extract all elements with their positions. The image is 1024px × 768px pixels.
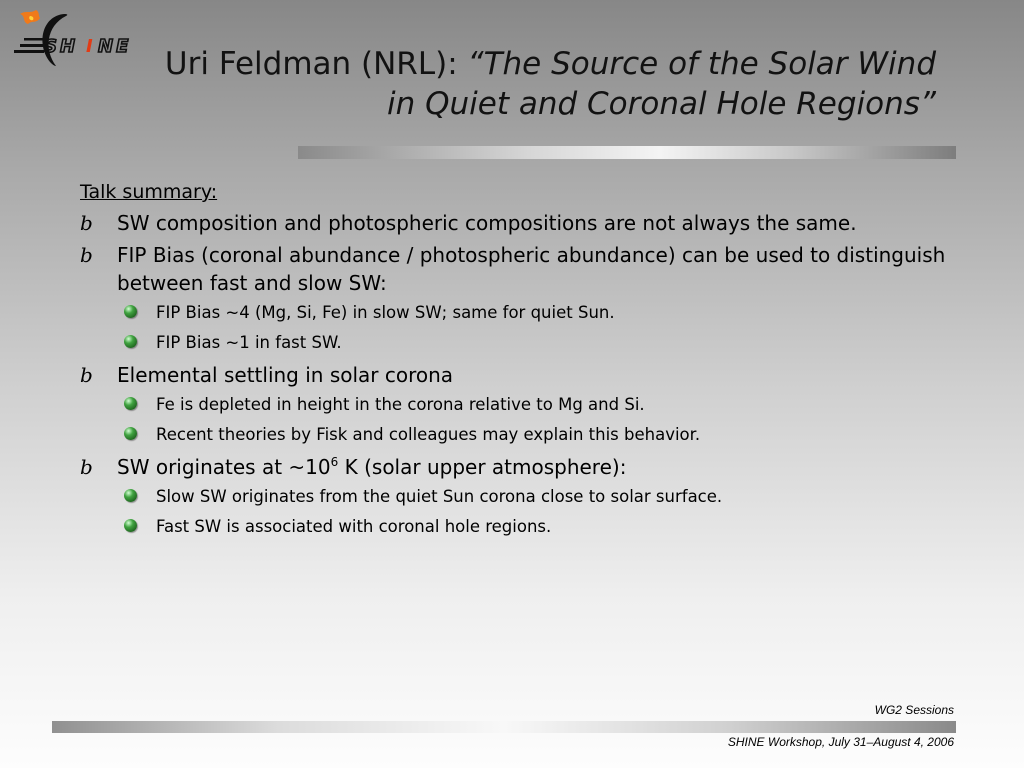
sub-bullet-text: Slow SW originates from the quiet Sun corona close to solar surface. — [156, 487, 723, 506]
title-divider — [298, 146, 956, 159]
bullet-item — [80, 361, 960, 389]
sub-bullet-item — [80, 485, 960, 508]
green-ball-icon — [124, 305, 137, 318]
sub-bullet-text: Fe is depleted in height in the corona relative to Mg and Si. — [156, 395, 645, 414]
sub-bullet-item — [80, 331, 960, 354]
sub-bullet-item — [80, 393, 960, 416]
bullet-text: Elemental settling in solar corona — [117, 363, 454, 387]
green-ball-icon — [124, 397, 137, 410]
svg-text:SH: SH — [44, 36, 79, 57]
green-ball-icon — [124, 335, 137, 348]
svg-text:I: I — [86, 36, 94, 57]
sub-bullet-item — [80, 301, 960, 324]
footer-session: WG2 Sessions — [874, 703, 954, 717]
svg-text:NE: NE — [98, 36, 132, 57]
bullet-marker-icon: b — [80, 211, 93, 235]
bullet-marker-icon: b — [80, 363, 93, 387]
green-ball-icon — [124, 427, 137, 440]
bullet-text: SW composition and photospheric compositions are not always the same. — [117, 211, 857, 235]
sub-bullet-text: FIP Bias ~1 in fast SW. — [156, 333, 342, 352]
slide-title — [150, 44, 936, 124]
sub-bullet-text: FIP Bias ~4 (Mg, Si, Fe) in slow SW; same for quiet Sun. — [156, 303, 615, 322]
sub-bullet-list — [80, 301, 960, 354]
bullet-item — [80, 209, 960, 237]
sub-bullet-item — [80, 423, 960, 446]
sub-bullet-list — [80, 485, 960, 538]
sub-bullet-text: Recent theories by Fisk and colleagues may explain this behavior. — [156, 425, 701, 444]
green-ball-icon — [124, 489, 137, 502]
bullet-marker-icon: b — [80, 455, 93, 479]
sub-bullet-list — [80, 393, 960, 446]
title-prefix: Uri Feldman (NRL): — [164, 46, 468, 82]
footer-workshop: SHINE Workshop, July 31–August 4, 2006 — [727, 735, 954, 749]
slide-body — [80, 178, 960, 545]
bullet-marker-icon: b — [80, 243, 93, 267]
bullet-text: FIP Bias (coronal abundance / photospheric abundance) can be used to distinguish between fast and slow SW: — [117, 243, 946, 295]
bullet-text-before: SW originates at ~10 — [117, 455, 331, 479]
summary-label: Talk summary: — [80, 181, 218, 203]
bullet-exponent: 6 — [330, 455, 339, 469]
bullet-item — [80, 241, 960, 297]
sub-bullet-item — [80, 515, 960, 538]
sub-bullet-text: Fast SW is associated with coronal hole regions. — [156, 517, 552, 536]
footer-divider — [52, 721, 956, 733]
title-quoted: “The Source of the Solar Wind in Quiet and Coronal Hole Regions” — [386, 46, 936, 122]
bullet-text-after: K (solar upper atmosphere): — [338, 455, 627, 479]
green-ball-icon — [124, 519, 137, 532]
bullet-item — [80, 453, 960, 481]
